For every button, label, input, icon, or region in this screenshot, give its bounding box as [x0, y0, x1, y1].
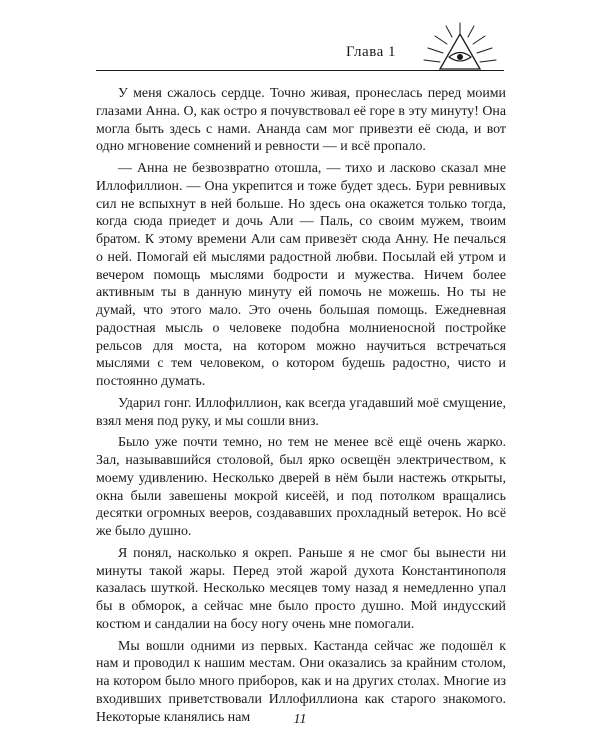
eye-in-triangle-icon: [416, 20, 504, 74]
chapter-label: Глава 1: [346, 44, 396, 60]
paragraph: Мы вошли одними из первых. Кастанда сейчас же подошёл к нам и проводил к нашим местам. Они оказались за крайним столом, на котором было много приборов, как и на других столах. Многие из входивших приветствовали Иллофиллиона как старого знакомого. Некоторые кланялись нам: [96, 638, 506, 725]
page-number: 11: [293, 712, 307, 727]
paragraph: Ударил гонг. Иллофиллион, как всегда угадавший моё смущение, взял меня под руку, и мы сошли вниз.: [96, 395, 506, 429]
paragraph: Я понял, насколько я окреп. Раньше я не смог бы вынести ни минуты такой жары. Перед этой жарой духота Константинополя казалась шуткой. Несколько месяцев тому назад я немедленно упал бы в обморок, а сейчас мне было просто душно. Мой индусский костюм и сандалии на босу ногу очень мне помогали.: [96, 545, 506, 632]
running-header: [96, 20, 504, 74]
paragraph: У меня сжалось сердце. Точно живая, пронеслась перед моими глазами Анна. О, как остро я почувствовал её горе в эту минуту! Она могла быть здесь с нами. Ананда сам мог привезти её сюда, и вот одно мгновение сомнений и ревности — и всё пропало.: [96, 86, 506, 155]
paragraph: — Анна не безвозвратно отошла, — тихо и ласково сказал мне Иллофиллион. — Она укрепится и тоже будет здесь. Бури ревнивых сил не вспыхнут в ней больше. Но здесь она окажется только тогда, когда сюда приедет и дочь Али — Паль, со своим мужем, твоим братом. К этому времени Али сам привезёт сюда Анну. Не печалься о ней. Помогай ей мыслями радостной любви. Посылай ей утром и вечером помощь мыслями бодрости и мужества. Ничем более активным ты в данную минуту ей помочь не можешь. Но ты не думай, что этого мало. Это очень большая помощь. Ежедневная радостная мысль о человеке подобна молниеносной постройке рельсов для моста, на котором можно научиться встречаться мыслями с тем человеком, о котором будешь радостно, чисто и постоянно думать.: [96, 161, 506, 389]
paragraph: Было уже почти темно, но тем не менее всё ещё очень жарко. Зал, называвшийся столовой, был ярко освещён электричеством, к моему удивлению. Несколько дверей в нём были настежь открыты, окна были завешены мокрой кисеёй, и под потолком вращались десятки огромных вееров, создававших прохладный ветерок. Но всё же было душно.: [96, 435, 506, 539]
body-text: [96, 85, 506, 730]
header-rule: [96, 70, 504, 71]
